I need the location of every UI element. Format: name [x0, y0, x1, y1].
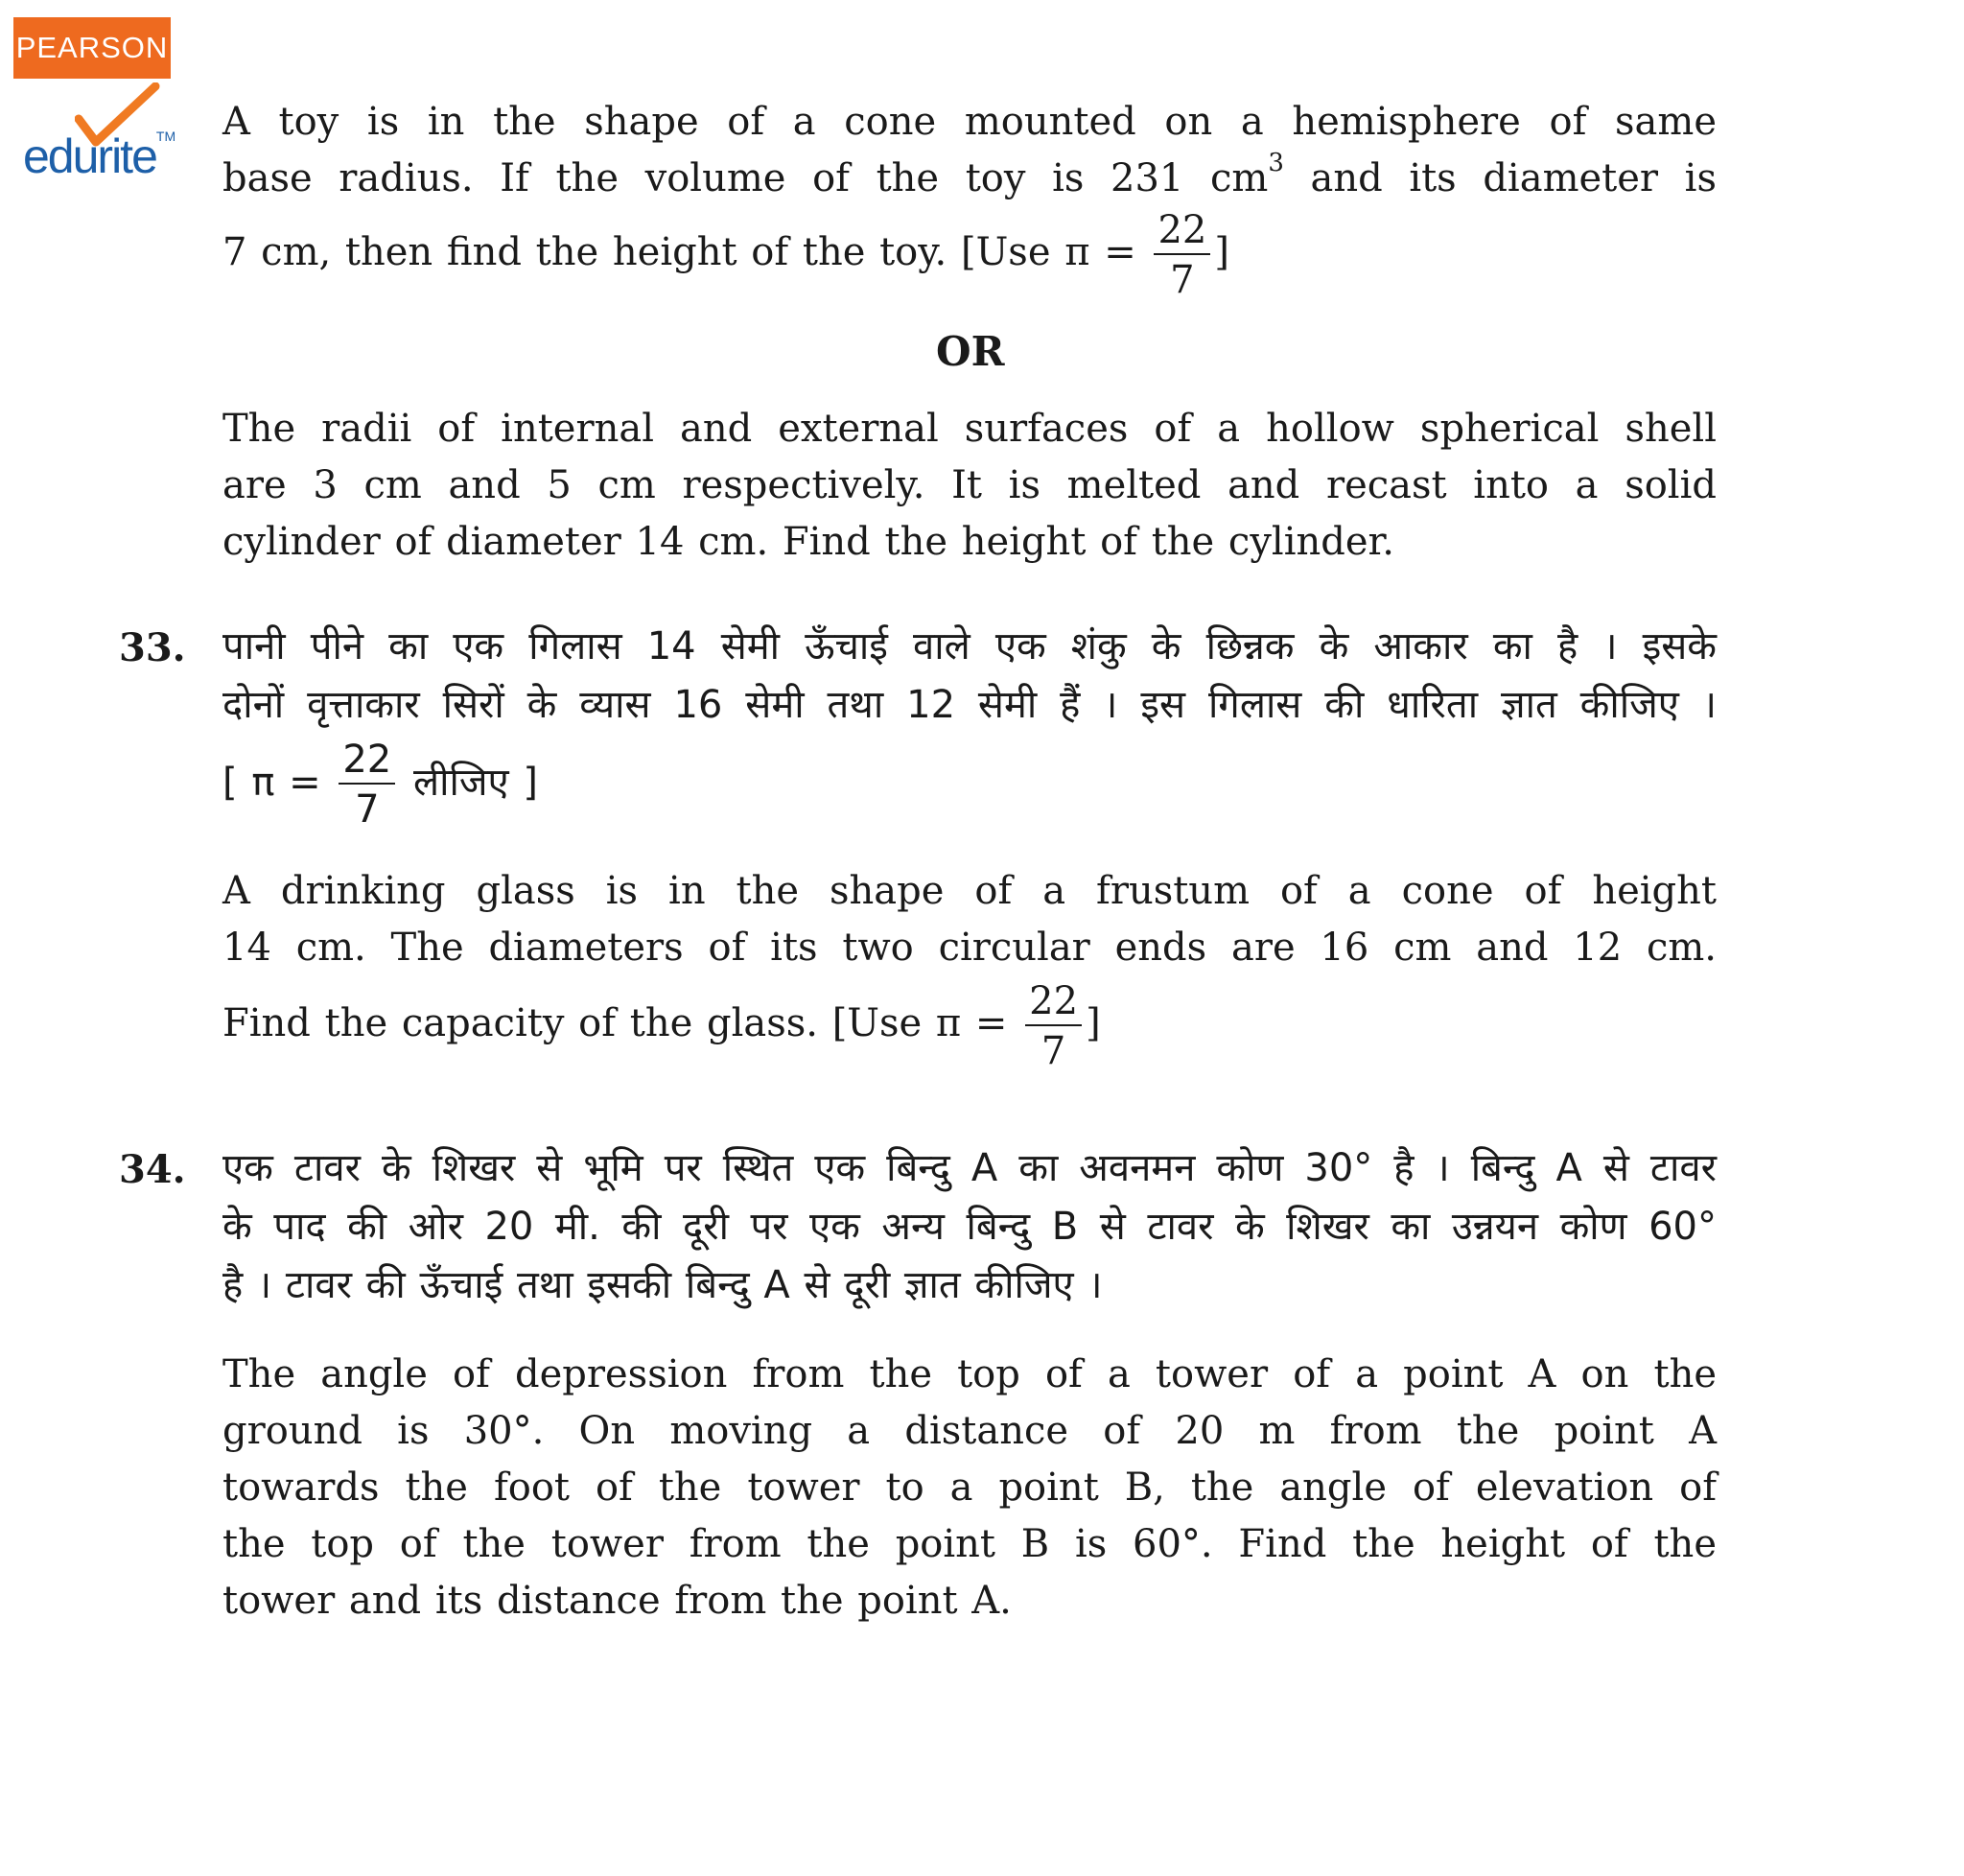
q32-toy-line3: [222, 208, 1717, 302]
q34-hindi-line2: के पाद की ओर 20 मी. की दूरी पर एक अन्य बिन्दु B से टावर के शिखर का उन्नयन कोण 60°: [222, 1205, 1717, 1249]
bracket-close: ]: [1086, 1001, 1101, 1045]
q33-english-paragraph: [222, 863, 1717, 976]
pearson-logo-text: PEARSON: [15, 31, 169, 64]
q34-en-line5: tower and its distance from the point A.: [222, 1579, 1012, 1623]
q34-en-line3: towards the foot of the tower to a point B, the angle of elevation of: [222, 1466, 1717, 1510]
edurite-logo-text: [23, 129, 175, 184]
q32-shell-paragraph: [222, 401, 1717, 571]
q34-english-paragraph: [222, 1347, 1717, 1630]
q32-shell-line3: cylinder of diameter 14 cm. Find the height of the cylinder.: [222, 520, 1394, 564]
fraction-denominator: 7: [1170, 258, 1195, 302]
q32-toy-line1: A toy is in the shape of a cone mounted on a hemisphere of same: [222, 100, 1717, 144]
q34-hindi-paragraph: [222, 1139, 1717, 1315]
q32-shell-line2: are 3 cm and 5 cm respectively. It is melted and recast into a solid: [222, 463, 1717, 507]
or-separator: OR: [936, 328, 1005, 375]
q34-en-line1: The angle of depression from the top of a tower of a point A on the: [222, 1352, 1717, 1396]
pearson-logo: [13, 17, 171, 79]
q33-hindi-line3-text: [ π =: [222, 761, 321, 805]
q32-toy-line2-end: and its diameter is: [1310, 156, 1717, 200]
question-number-33: 33.: [119, 625, 186, 670]
q33-hindi-line1: पानी पीने का एक गिलास 14 सेमी ऊँचाई वाले एक शंकु के छिन्नक के आकार का है । इसके: [222, 624, 1717, 668]
q34-hindi-line3: है । टावर की ऊँचाई तथा इसकी बिन्दु A से दूरी ज्ञात कीजिए ।: [222, 1263, 1103, 1307]
cubic-superscript: 3: [1268, 149, 1284, 177]
q32-toy-line3-text: 7 cm, then find the height of the toy. [Use π =: [222, 230, 1136, 274]
q33-hindi-paragraph: [222, 618, 1717, 735]
q33-en-line1: A drinking glass is in the shape of a frustum of a cone of height: [222, 869, 1717, 913]
edurite-tm: TM: [155, 129, 176, 144]
q34-en-line2: ground is 30°. On moving a distance of 20 m from the point A: [222, 1409, 1717, 1453]
q32-toy-line2: [222, 151, 1717, 207]
q33-hindi-line2: दोनों वृत्ताकार सिरों के व्यास 16 सेमी तथा 12 सेमी हैं । इस गिलास की धारिता ज्ञात कीजिए ।: [222, 683, 1717, 727]
fraction-denominator: 7: [1040, 1029, 1066, 1073]
fraction-numerator: 22: [1154, 211, 1210, 255]
q32-toy-line2-text: base radius. If the volume of the toy is 231 cm: [222, 156, 1269, 200]
q32-shell-line1: The radii of internal and external surfaces of a hollow spherical shell: [222, 407, 1717, 451]
q32-toy-paragraph: [222, 94, 1717, 207]
q33-hindi-pi-fraction: [339, 738, 395, 832]
q34-en-line4: the top of the tower from the point B is 60°. Find the height of the: [222, 1522, 1717, 1566]
question-number-34: 34.: [119, 1147, 186, 1192]
edurite-word: edurite: [23, 129, 156, 183]
q34-hindi-line1: एक टावर के शिखर से भूमि पर स्थित एक बिन्दु A का अवनमन कोण 30° है । बिन्दु A से टावर: [222, 1146, 1717, 1190]
edurite-logo: [19, 82, 176, 188]
q33-en-line3: [222, 979, 1717, 1073]
fraction-denominator: 7: [355, 787, 380, 832]
q33-en-line2: 14 cm. The diameters of its two circular ends are 16 cm and 12 cm.: [222, 926, 1717, 970]
q33-hindi-line3: [222, 738, 538, 832]
q33-hindi-line3-end: लीजिए ]: [412, 761, 538, 805]
bracket-close: ]: [1214, 230, 1229, 274]
q33-en-line3-text: Find the capacity of the glass. [Use π =: [222, 1001, 1008, 1045]
fraction-numerator: 22: [339, 740, 395, 785]
pi-fraction: [1154, 208, 1210, 302]
fraction-numerator: 22: [1025, 982, 1082, 1026]
q33-en-pi-fraction: [1025, 979, 1082, 1073]
